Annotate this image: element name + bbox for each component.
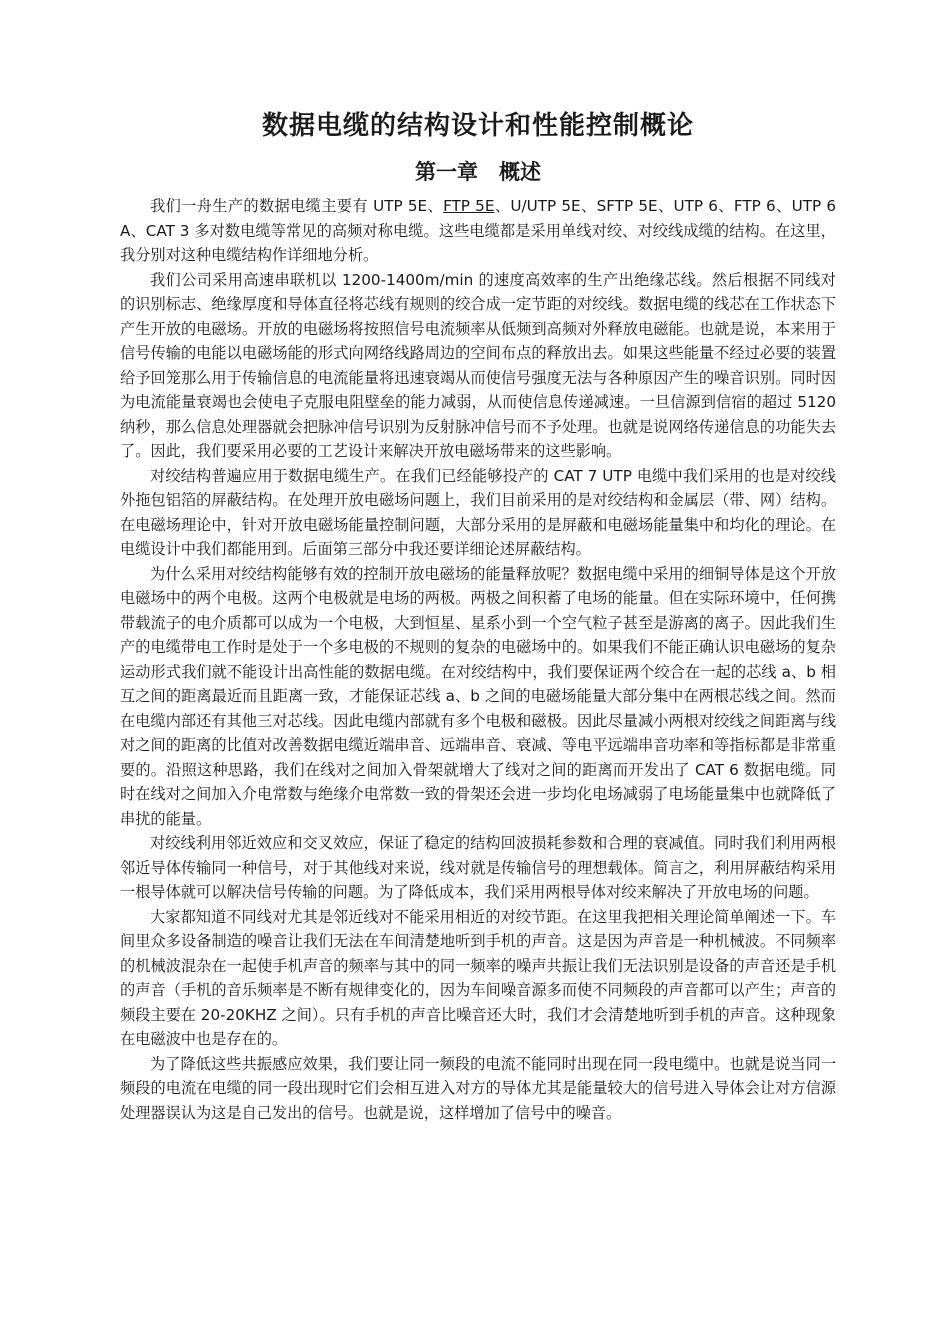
document-title: 数据电缆的结构设计和性能控制概论 — [261, 111, 694, 141]
chapter-heading: 第一章 概述 — [415, 160, 541, 184]
document-page — [120, 104, 836, 1125]
paragraph-1 — [120, 194, 836, 268]
paragraph-7: 为了降低这些共振感应效果，我们要让同一频段的电流不能同时出现在同一段电缆中。也就是说当同一频段的电流在电缆的同一段出现时它们会相互进入对方的导体尤其是能量较大的信号进入导体会让对方信源处理器误认为这是自己发出的信号。也就是说，这样增加了信号中的噪音。 — [120, 1054, 836, 1122]
paragraph-5: 对绞线利用邻近效应和交叉效应，保证了稳定的结构回波损耗参数和合理的衰减值。同时我们利用两根邻近导体传输同一种信号，对于其他线对来说，线对就是传输信号的理想载体。简言之，利用屏蔽结构采用一根导体就可以解决信号传输的问题。为了降低成本，我们采用两根导体对绞来解决了开放电场的问题。 — [120, 834, 836, 901]
underlined-ftp5e-text: FTP 5E — [443, 197, 495, 215]
paragraph-1-text-end: 、U/UTP 5E、SFTP 5E、UTP 6、FTP 6、UTP 6A、CAT 3 多对数电缆等常见的高频对称电缆。这些电缆都是采用单线对绞、对绞线成缆的结构。在这里，我分别对这种电缆结构作详细地分析。 — [120, 197, 837, 264]
paragraph-3: 对绞结构普遍应用于数据电缆生产。在我们已经能够投产的 CAT 7 UTP 电缆中我们采用的也是对绞线外拖包铝箔的屏蔽结构。在处理开放电磁场问题上，我们目前采用的是对绞结构和金属层（带、网）结构。在电磁场理论中，针对开放电磁场能量控制问题，大部分采用的是屏蔽和电磁场能量集中和均化的理论。在电缆设计中我们都能用到。后面第三部分中我还要详细论述屏蔽结构。 — [120, 466, 836, 558]
paragraph-6: 大家都知道不同线对尤其是邻近线对不能采用相近的对绞节距。在这里我把相关理论简单阐述一下。车间里众多设备制造的噪音让我们无法在车间清楚地听到手机的声音。这是因为声音是一种机械波。不同频率的机械波混杂在一起使手机声音的频率与其中的同一频率的噪声共振让我们无法识别是设备的声音还是手机的声音（手机的音乐频率是不断有规律变化的，因为车间噪音源多而使不同频段的声音都可以产生；声音的频段主要在 20-20KHZ 之间）。只有手机的声音比噪音还大时，我们才会清楚地听到手机的声音。这种现象在电磁波中也是存在的。 — [120, 907, 836, 1048]
paragraph-2: 我们公司采用高速串联机以 1200-1400m/min 的速度高效率的生产出绝缘芯线。然后根据不同线对的识别标志、绝缘厚度和导体直径将芯线有规则的绞合成一定节距的对绞线。数据电缆的线芯在工作状态下产生开放的电磁场。开放的电磁场将按照信号电流频率从低频到高频对外释放电磁能。也就是说，本来用于信号传输的电能以电磁场能的形式向网络线路周边的空间布点的释放出去。如果这些能量不经过必要的装置给予回笼那么用于传输信息的电流能量将迅速衰竭从而使信号强度无法与各种原因产生的噪音识别。同时因为电流能量衰竭也会使电子克服电阻壁垒的能力减弱，从而使信息传递减速。一旦信源到信宿的超过 5120 纳秒，那么信息处理器就会把脉冲信号识别为反射脉冲信号而不予处理。也就是说网络传递信息的功能失去了。因此，我们要采用必要的工艺设计来解决开放电磁场带来的这些影响。 — [120, 270, 836, 460]
paragraph-4: 为什么采用对绞结构能够有效的控制开放电磁场的能量释放呢？数据电缆中采用的细铜导体是这个开放电磁场中的两个电极。这两个电极就是电场的两极。两极之间积蓄了电场的能量。但在实际环境中，任何携带载流子的电介质都可以成为一个电极，大到恒星、星系小到一个空气粒子甚至是游离的离子。因此我们生产的电缆带电工作时是处于一个多电极的不规则的复杂的电磁场中的。如果我们不能正确认识电磁场的复杂运动形式我们就不能设计出高性能的数据电缆。在对绞结构中，我们要保证两个绞合在一起的芯线 a、b 相互之间的距离最近而且距离一致，才能保证芯线 a、b 之间的电磁场能量大部分集中在两根芯线之间。然而在电缆内部还有其他三对芯线。因此电缆内部就有多个电极和磁极。因此尽量减小两根对绞线之间距离与线对之间的距离的比值对改善数据电缆近端串音、远端串音、衰减、等电平远端串音功率和等指标都是非常重要的。沿照这种思路，我们在线对之间加入骨架就增大了线对之间的距离而开发出了 CAT 6 数据电缆。同时在线对之间加入介电常数与绝缘介电常数一致的骨架还会进一步均化电场减弱了电场能量集中也就降低了串扰的能量。 — [120, 564, 836, 828]
paragraph-1-text-start: 我们一舟生产的数据电缆主要有 UTP 5E、 — [150, 197, 444, 215]
